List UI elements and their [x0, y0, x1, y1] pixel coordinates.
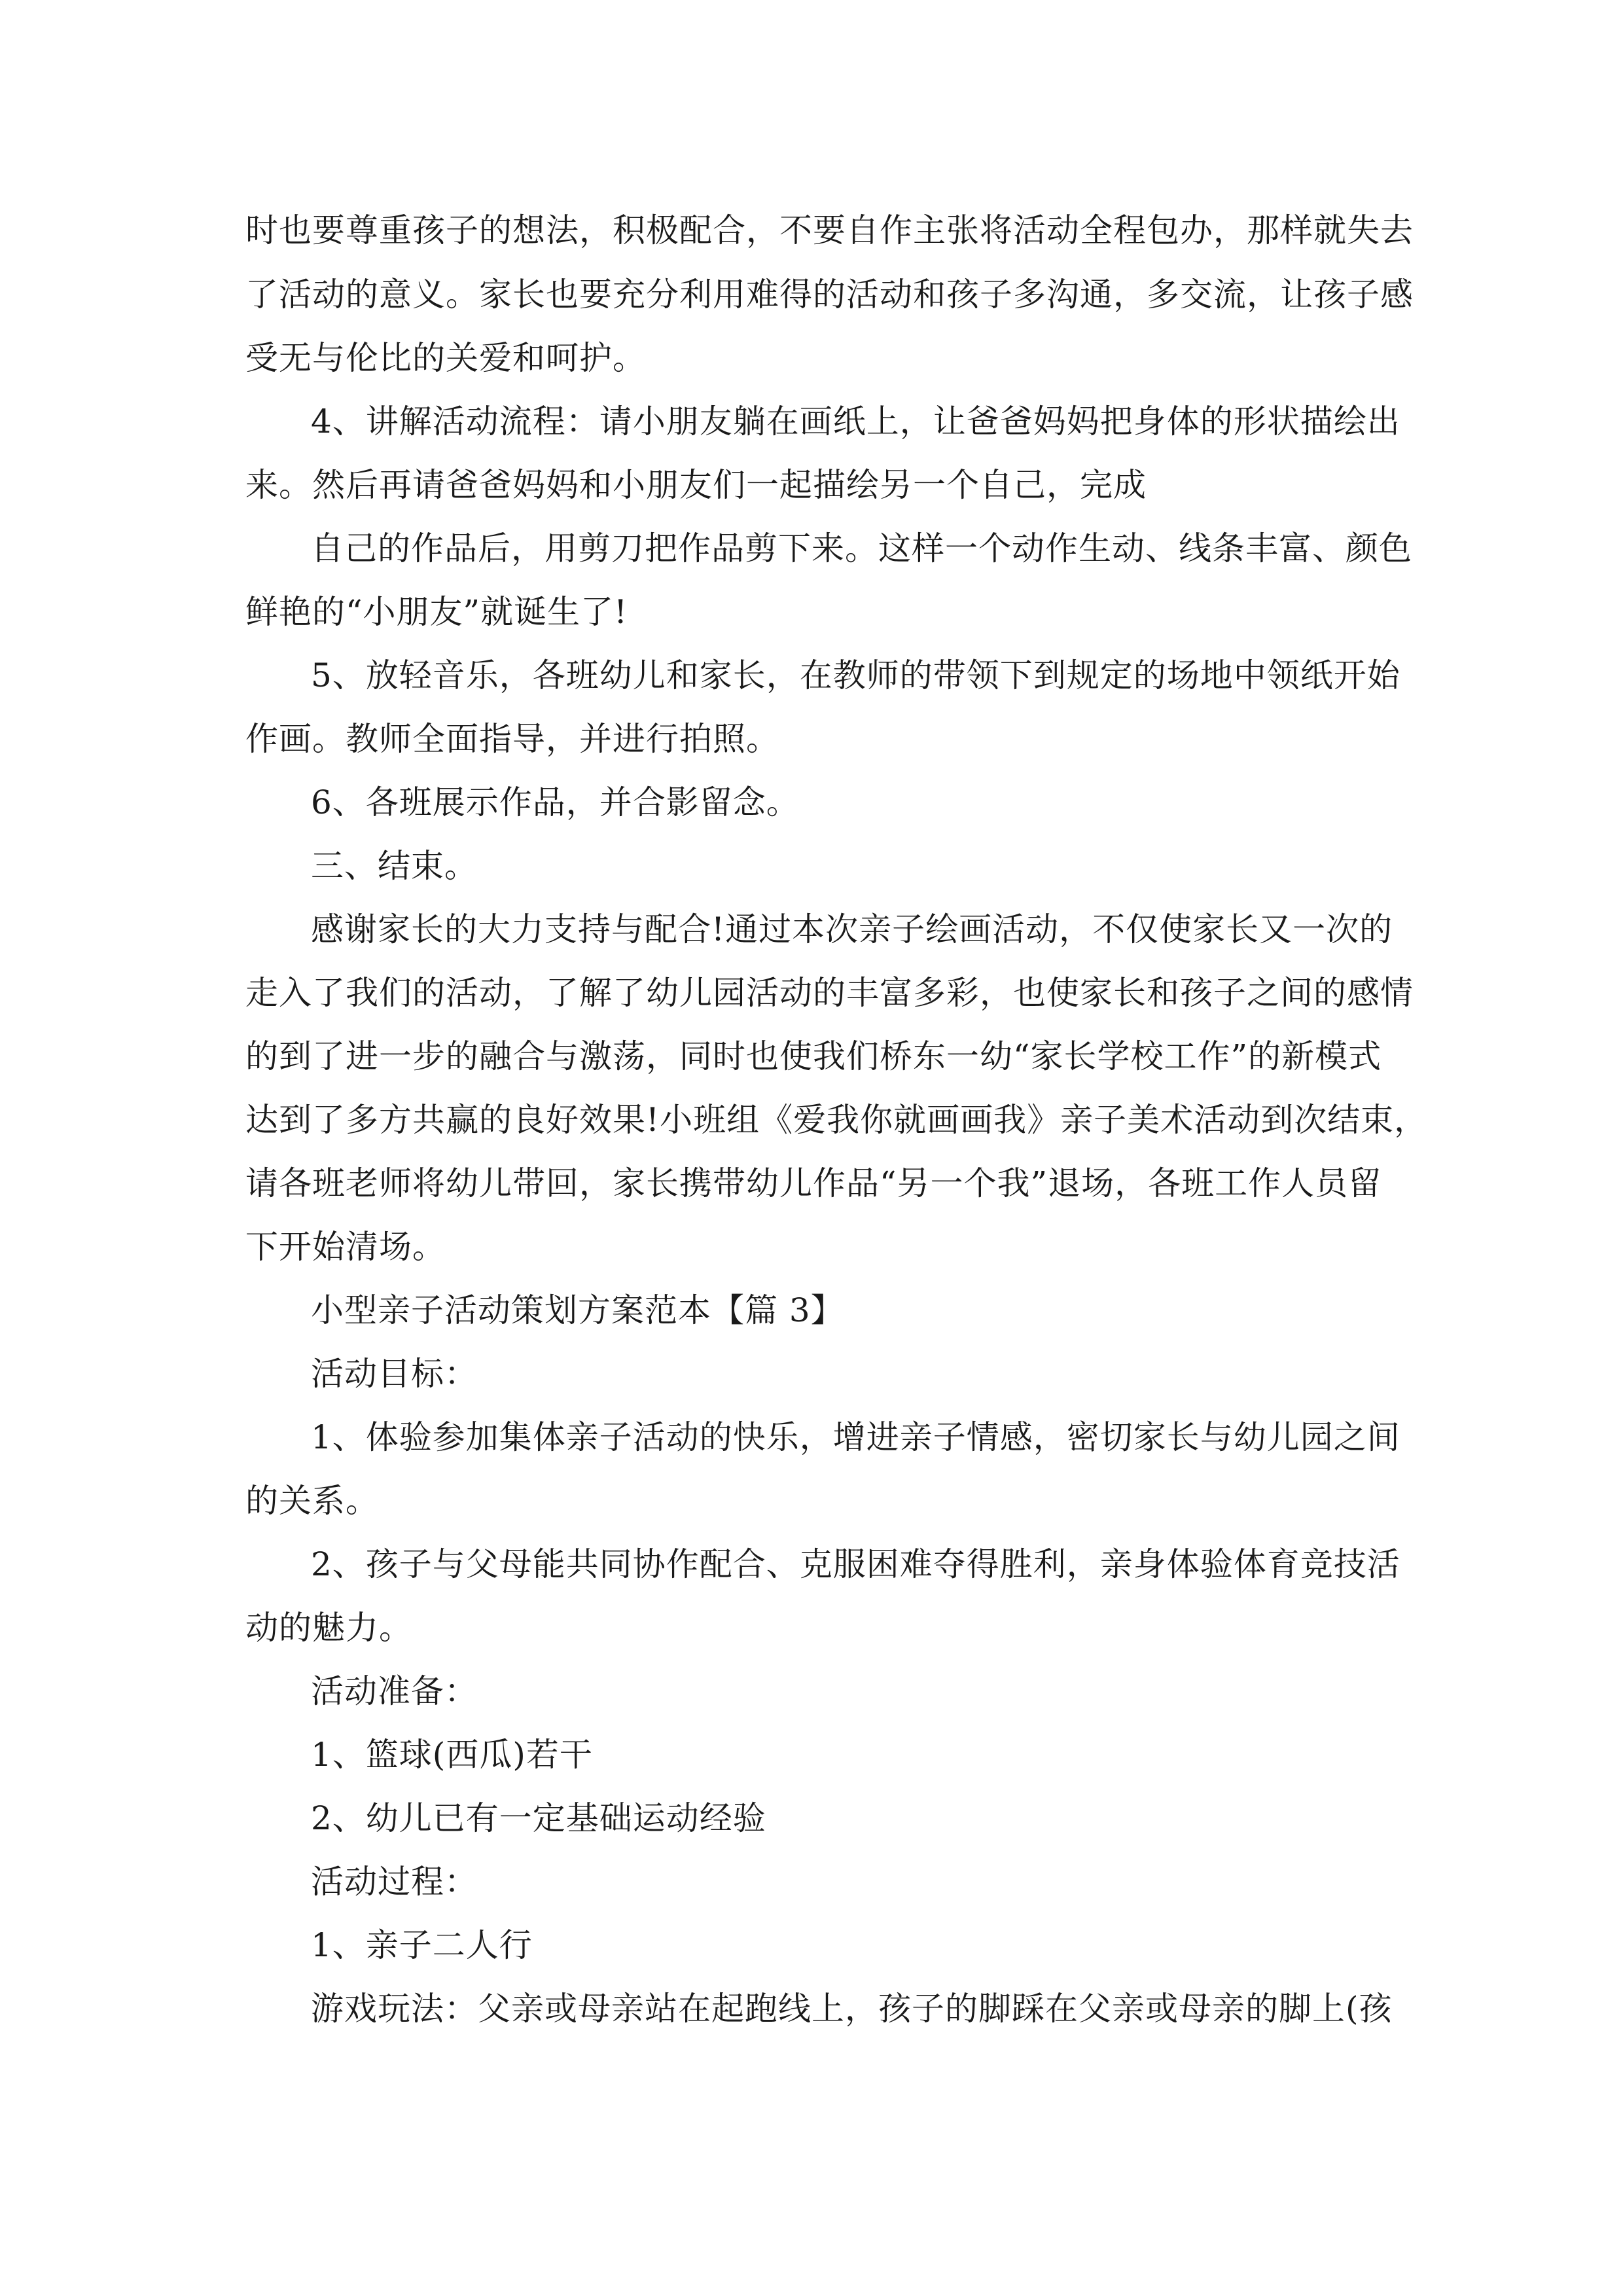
body-text-line: 2、幼儿已有一定基础运动经验: [311, 1799, 766, 1837]
body-text-line: 2、孩子与父母能共同协作配合、克服困难夺得胜利，亲身体验体育竞技活: [311, 1545, 1400, 1583]
body-text-line: 4、讲解活动流程：请小朋友躺在画纸上，让爸爸妈妈把身体的形状描绘出: [311, 403, 1400, 440]
section-heading: 活动过程：: [311, 1863, 478, 1901]
body-text-line: 的关系。: [245, 1482, 379, 1520]
body-text-line: 鲜艳的“小朋友”就诞生了!: [245, 593, 628, 631]
body-text-line: 受无与伦比的关爱和呵护。: [245, 339, 646, 377]
body-text-line: 动的魅力。: [245, 1609, 412, 1647]
body-text-line: 来。然后再请爸爸妈妈和小朋友们一起描绘另一个自己，完成: [245, 466, 1147, 504]
body-text-line: 了活动的意义。家长也要充分利用难得的活动和孩子多沟通，多交流，让孩子感: [245, 276, 1414, 314]
body-text-line: 5、放轻音乐，各班幼儿和家长，在教师的带领下到规定的场地中领纸开始: [311, 656, 1400, 694]
body-text-line: 达到了多方共赢的良好效果!小班组《爱我你就画画我》亲子美术活动到次结束，: [245, 1101, 1428, 1139]
section-heading: 活动目标：: [311, 1355, 478, 1393]
body-text-line: 作画。教师全面指导，并进行拍照。: [245, 720, 779, 758]
body-text-line: 下开始清场。: [245, 1228, 446, 1266]
body-text-line: 时也要尊重孩子的想法，积极配合，不要自作主张将活动全程包办，那样就失去: [245, 211, 1414, 249]
body-text-line: 1、篮球(西瓜)若干: [311, 1736, 593, 1774]
body-text-line: 6、各班展示作品，并合影留念。: [311, 783, 800, 821]
body-text-line: 的到了进一步的融合与激荡，同时也使我们桥东一幼“家长学校工作”的新模式: [245, 1037, 1382, 1075]
body-text-line: 1、体验参加集体亲子活动的快乐，增进亲子情感，密切家长与幼儿园之间: [311, 1418, 1400, 1456]
article-title: 小型亲子活动策划方案范本【篇 3】: [311, 1291, 844, 1329]
section-heading: 三、结束。: [311, 847, 478, 885]
body-text-line: 1、亲子二人行: [311, 1926, 533, 1964]
section-heading: 活动准备：: [311, 1672, 478, 1710]
body-text-line: 请各班老师将幼儿带回，家长携带幼儿作品“另一个我”退场，各班工作人员留: [245, 1164, 1382, 1202]
body-text-line: 游戏玩法：父亲或母亲站在起跑线上，孩子的脚踩在父亲或母亲的脚上(孩: [311, 1990, 1393, 2028]
body-text-line: 自己的作品后，用剪刀把作品剪下来。这样一个动作生动、线条丰富、颜色: [311, 529, 1412, 567]
body-text-line: 感谢家长的大力支持与配合!通过本次亲子绘画活动，不仅使家长又一次的: [311, 910, 1393, 948]
body-text-line: 走入了我们的活动，了解了幼儿园活动的丰富多彩，也使家长和孩子之间的感情: [245, 974, 1414, 1012]
